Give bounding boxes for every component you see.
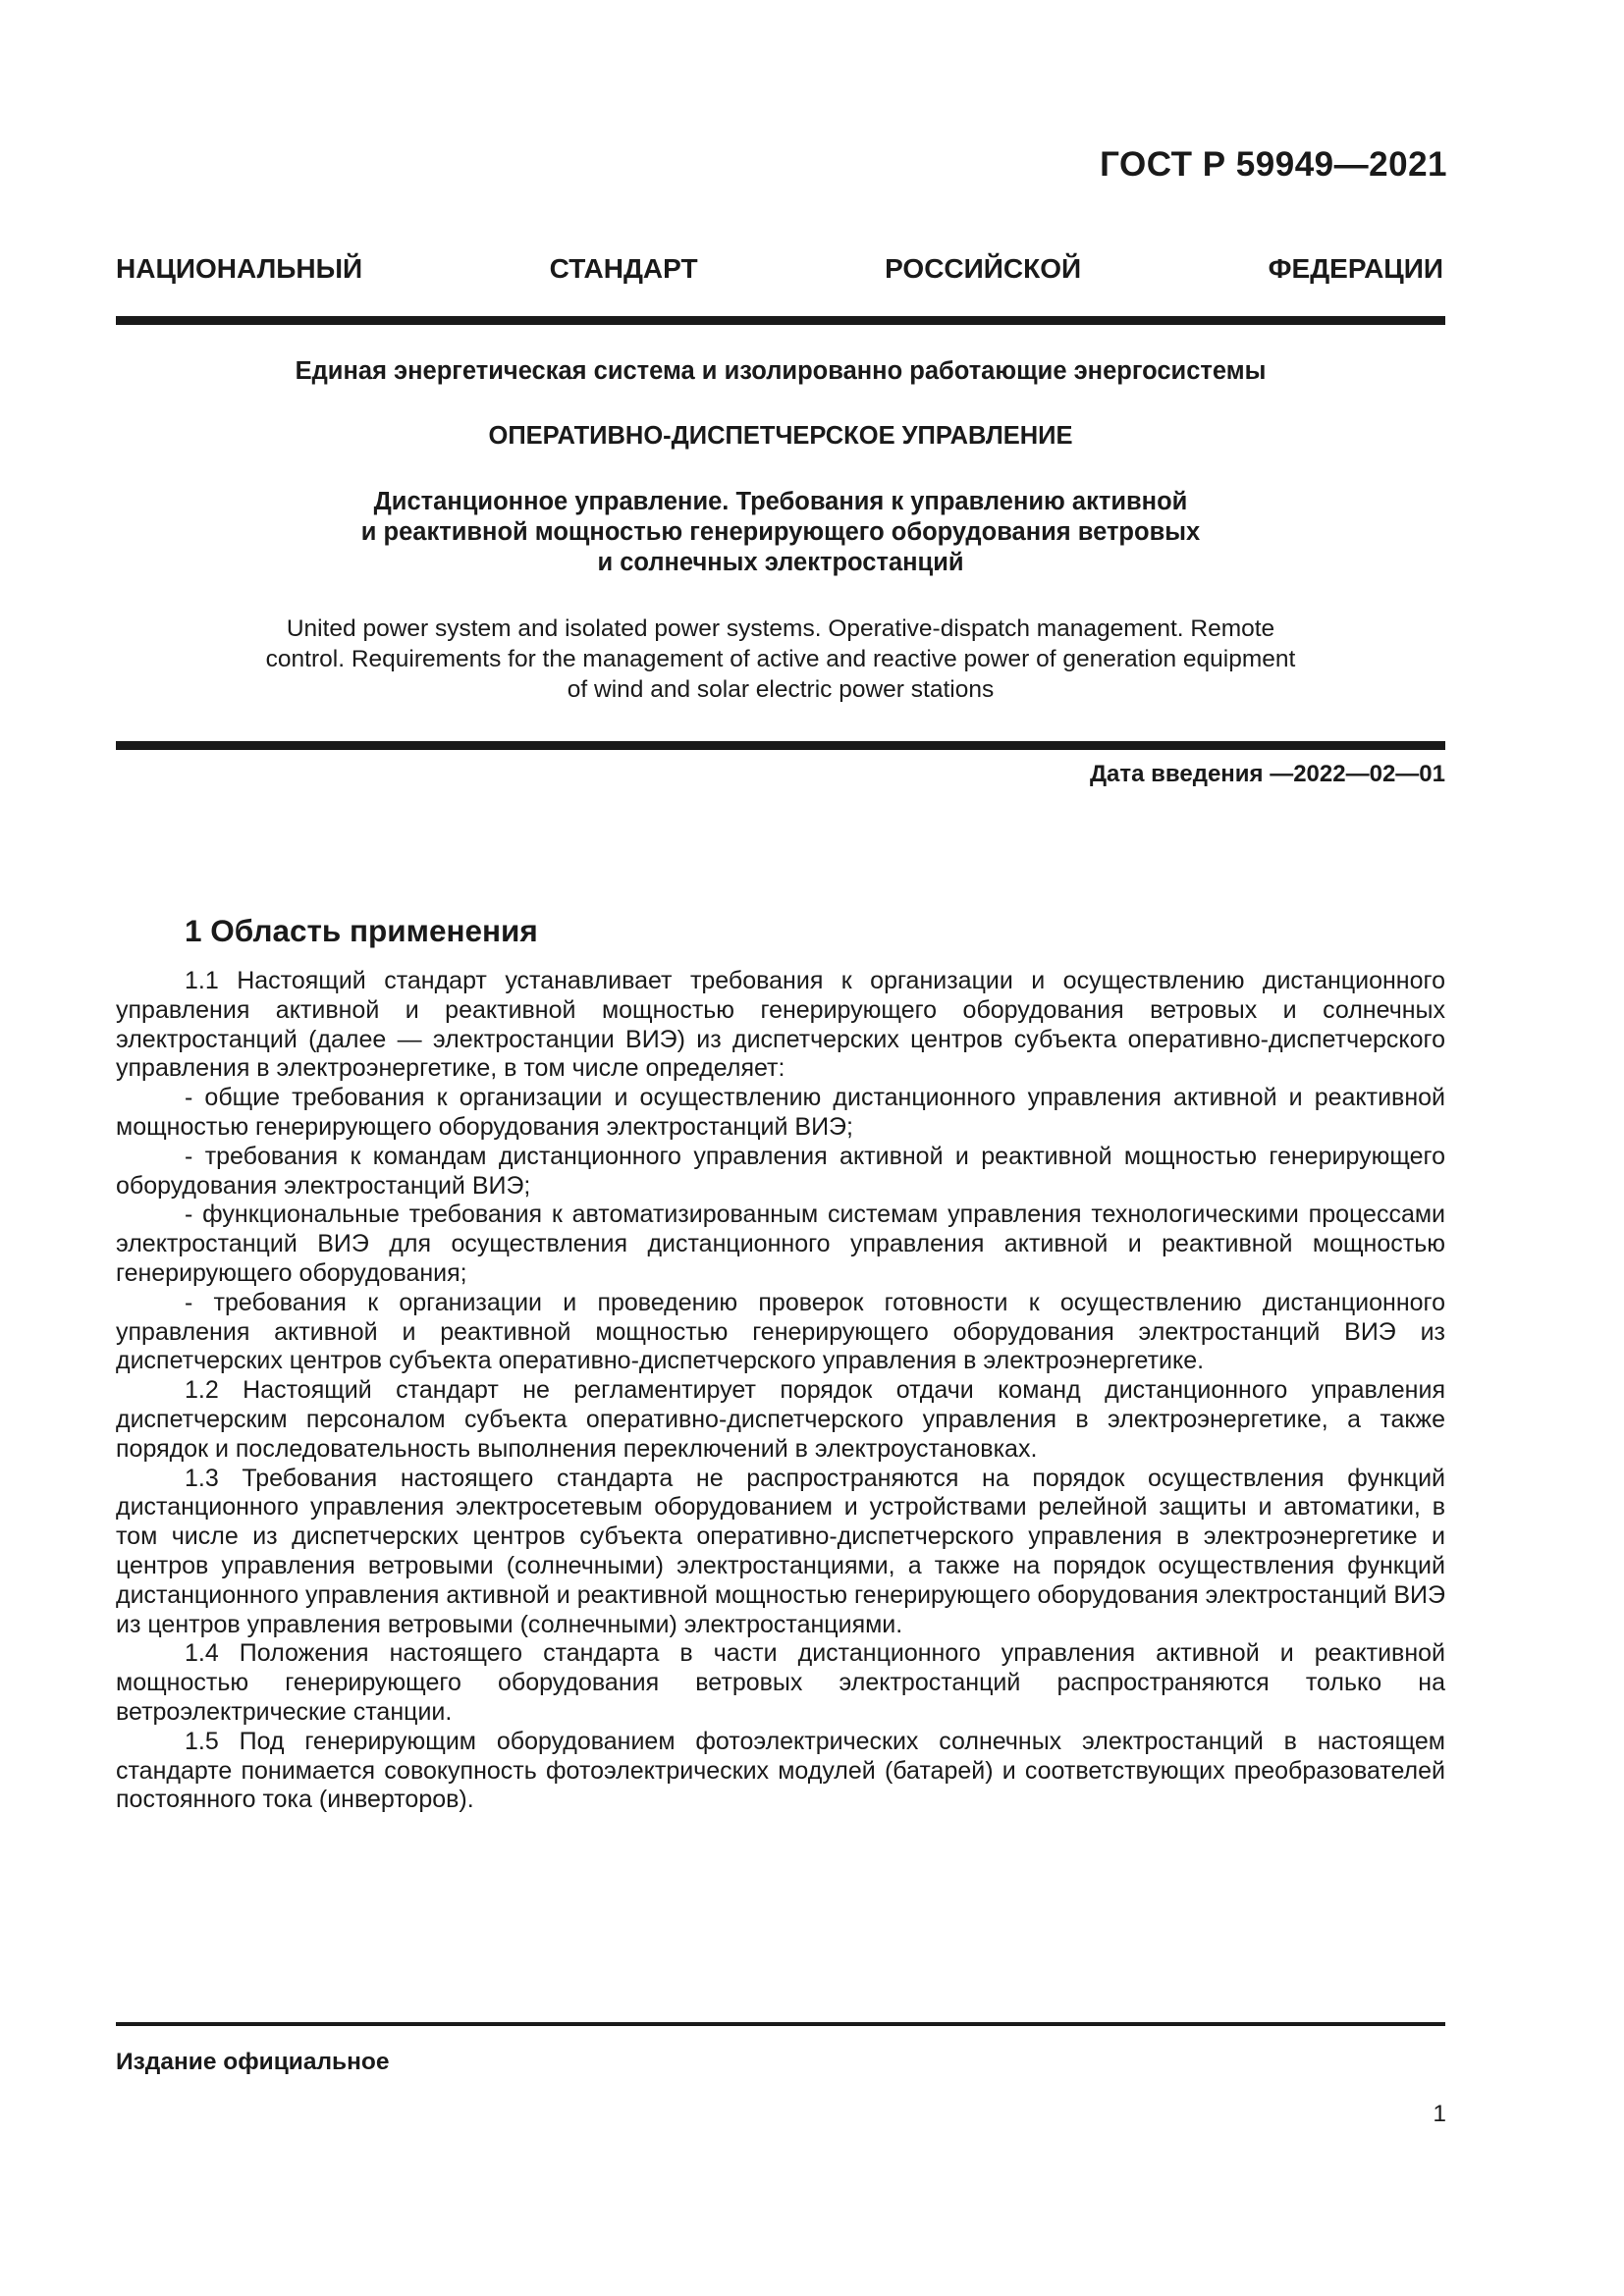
- title-bottom-rule: [116, 741, 1445, 750]
- english-line: United power system and isolated power systems. Operative-dispatch management. Remote: [286, 615, 1275, 642]
- subject-title: [116, 487, 1445, 578]
- list-item: - требования к командам дистанционного управления активной и реактивной мощностью генерирующего оборудования электростанций ВИЭ;: [116, 1142, 1445, 1200]
- introduction-date: Дата введения —2022—02—01: [1089, 761, 1445, 787]
- paragraph: 1.2 Настоящий стандарт не регламентирует порядок отдачи команд дистанционного управления диспетчерским персоналом субъекта оперативно-диспетчерского управления в электроэнергетике, а также порядок и последовательность выполнения переключений в электроустановках.: [116, 1376, 1445, 1463]
- banner-word: РОССИЙСКОЙ: [885, 253, 1082, 284]
- paragraph: 1.5 Под генерирующим оборудованием фотоэлектрических солнечных электростанций в настоящем стандарте понимается совокупность фотоэлектрических модулей (батарей) и соответствующих преобразователей постоянного тока (инверторов).: [116, 1727, 1445, 1814]
- english-line: control. Requirements for the management of active and reactive power of generation equipment: [265, 646, 1296, 672]
- subject-line: Дистанционное управление. Требования к управлению активной: [373, 488, 1188, 515]
- english-title: [116, 614, 1445, 705]
- page-number: 1: [1433, 2101, 1446, 2127]
- top-rule: [116, 316, 1445, 325]
- banner-word: НАЦИОНАЛЬНЫЙ: [116, 253, 363, 284]
- national-standard-banner: [116, 253, 1443, 285]
- list-item: - общие требования к организации и осуществлению дистанционного управления активной и реактивной мощностью генерирующего оборудования электростанций ВИЭ;: [116, 1084, 1445, 1141]
- banner-word: СТАНДАРТ: [549, 253, 698, 284]
- section-body: [116, 967, 1445, 1815]
- subject-line: и солнечных электростанций: [597, 549, 964, 576]
- standard-designation: ГОСТ Р 59949—2021: [1100, 145, 1447, 184]
- system-title: Единая энергетическая система и изолированно работающие энергосистемы: [295, 357, 1267, 385]
- list-item: - требования к организации и проведению проверок готовности к осуществлению дистанционного управления активной и реактивной мощностью генерирующего оборудования электростанций ВИЭ из диспетчерских центров субъекта оперативно-диспетчерского управления в электроэнергетике.: [116, 1288, 1445, 1375]
- paragraph: 1.3 Требования настоящего стандарта не распространяются на порядок осуществления функций дистанционного управления электросетевым оборудованием и устройствами релейной защиты и автоматики, в том числе из диспетчерских центров субъекта оперативно-диспетчерского управления в электроэнергетике и центров управления ветровыми (солнечными) электростанциями, а также на порядок осуществления функций дистанционного управления активной и реактивной мощностью генерирующего оборудования электростанций ВИЭ из центров управления ветровыми (солнечными) электростанциями.: [116, 1464, 1445, 1638]
- english-line: of wind and solar electric power stations: [567, 676, 995, 703]
- section-heading: 1 Область применения: [185, 913, 538, 948]
- management-title: ОПЕРАТИВНО-ДИСПЕТЧЕРСКОЕ УПРАВЛЕНИЕ: [488, 422, 1073, 450]
- paragraph: 1.4 Положения настоящего стандарта в части дистанционного управления активной и реактивной мощностью генерирующего оборудования ветровых электростанций распространяются только на ветроэлектрические станции.: [116, 1639, 1445, 1726]
- list-item: - функциональные требования к автоматизированным системам управления технологическими процессами электростанций ВИЭ для осуществления дистанционного управления активной и реактивной мощностью генерирующего оборудования;: [116, 1201, 1445, 1287]
- paragraph: 1.1 Настоящий стандарт устанавливает требования к организации и осуществлению дистанционного управления активной и реактивной мощностью генерирующего оборудования ветровых и солнечных электростанций (далее — электростанции ВИЭ) из диспетчерских центров субъекта оперативно-диспетчерского управления в электроэнергетике, в том числе определяет:: [116, 967, 1445, 1083]
- footer-rule: [116, 2022, 1445, 2026]
- banner-word: ФЕДЕРАЦИИ: [1268, 253, 1443, 284]
- official-edition-label: Издание официальное: [116, 2049, 390, 2075]
- subject-line: и реактивной мощностью генерирующего оборудования ветровых: [360, 518, 1201, 546]
